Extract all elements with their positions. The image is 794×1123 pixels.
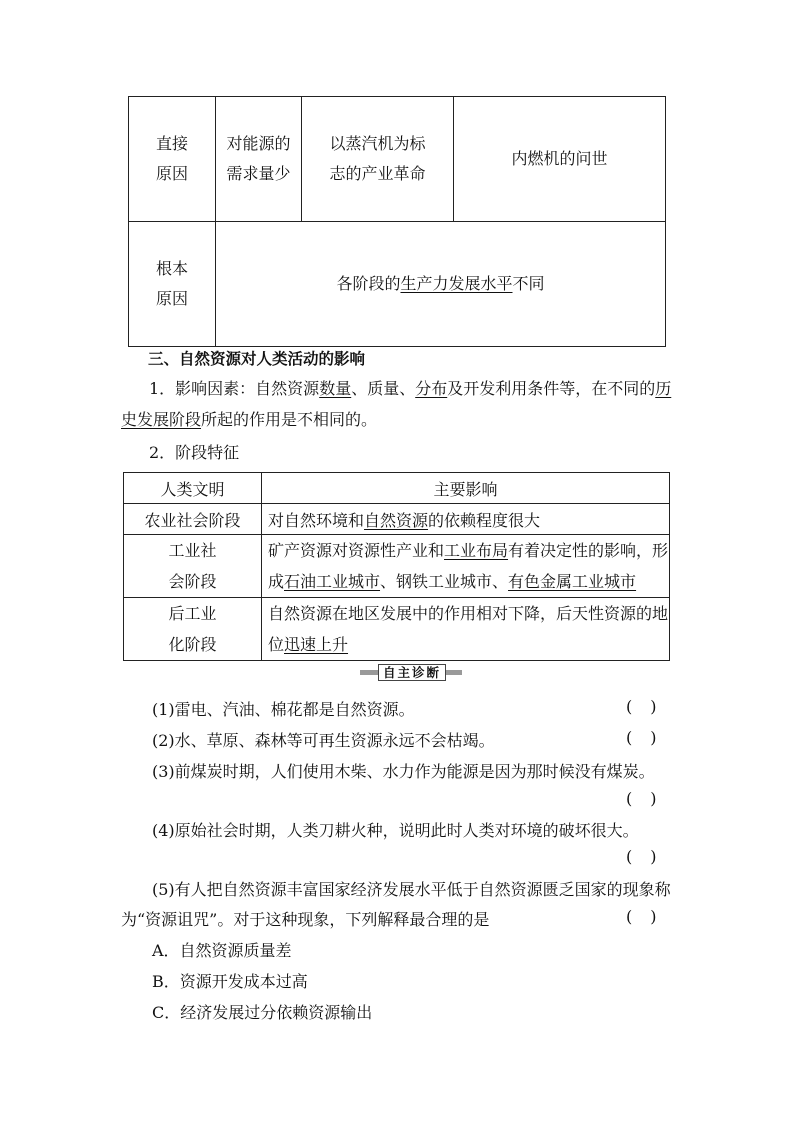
option-b: B．资源开发成本过高 — [152, 972, 308, 991]
question-5-line-2: 为“资源诅咒”。对于这种现象，下列解释最合理的是 — [121, 910, 490, 929]
answer-blank-1: () — [626, 697, 675, 716]
stage-row-agricultural — [124, 504, 670, 535]
direct-cause-cell-1: 对能源的 需求量少 — [216, 97, 302, 222]
stage-name: 后工业 化阶段 — [124, 598, 262, 661]
stage-impact: 对自然环境和自然资源的依赖程度很大 — [262, 504, 670, 535]
question-5-line-1: (5)有人把自然资源丰富国家经济发展水平低于自然资源匮乏国家的现象称 — [152, 880, 671, 899]
stage-name: 工业社 会阶段 — [124, 535, 262, 598]
question-1: (1)雷电、汽油、棉花都是自然资源。 — [152, 700, 415, 719]
root-cause-cell: 各阶段的生产力发展水平不同 — [216, 222, 666, 347]
paragraph-influencing-factors: 1．影响因素：自然资源数量、质量、分布及开发利用条件等，在不同的历 史发展阶段所起的作用是不相同的。 — [121, 379, 672, 429]
stage-features-heading: 2．阶段特征 — [149, 443, 240, 462]
header-civilization: 人类文明 — [124, 473, 262, 504]
causes-table — [128, 96, 666, 347]
root-cause-row — [129, 222, 666, 347]
stage-name: 农业社会阶段 — [124, 504, 262, 535]
stage-table — [123, 472, 670, 661]
stage-row-post-industrial — [124, 598, 670, 661]
root-cause-label: 根本 原因 — [129, 222, 216, 347]
question-3: (3)前煤炭时期，人们使用木柴、水力作为能源是因为那时候没有煤炭。 — [152, 762, 655, 781]
direct-cause-cell-2: 以蒸汽机为标 志的产业革命 — [302, 97, 454, 222]
self-diagnosis-banner — [360, 664, 462, 680]
banner-label: 自主诊断 — [378, 664, 446, 681]
question-4: (4)原始社会时期，人类刀耕火种，说明此时人类对环境的破坏很大。 — [152, 821, 639, 840]
direct-cause-row — [129, 97, 666, 222]
stage-impact: 自然资源在地区发展中的作用相对下降，后天性资源的地 位迅速上升 — [262, 598, 670, 661]
stage-impact: 矿产资源对资源性产业和工业布局有着决定性的影响，形 成石油工业城市、钢铁工业城市、有色金属工业城市 — [262, 535, 670, 598]
header-main-impact: 主要影响 — [262, 473, 670, 504]
stage-row-industrial — [124, 535, 670, 598]
answer-blank-2: () — [626, 728, 675, 747]
answer-blank-5: () — [626, 907, 675, 926]
direct-cause-label: 直接 原因 — [129, 97, 216, 222]
answer-blank-4: () — [626, 847, 675, 866]
question-2: (2)水、草原、森林等可再生资源永远不会枯竭。 — [152, 731, 495, 750]
section-heading: 三、自然资源对人类活动的影响 — [148, 349, 366, 368]
direct-cause-cell-3: 内燃机的问世 — [454, 97, 666, 222]
option-c: C．经济发展过分依赖资源输出 — [152, 1003, 373, 1022]
option-a: A．自然资源质量差 — [152, 941, 292, 960]
stage-table-header — [124, 473, 670, 504]
answer-blank-3: () — [626, 789, 675, 808]
